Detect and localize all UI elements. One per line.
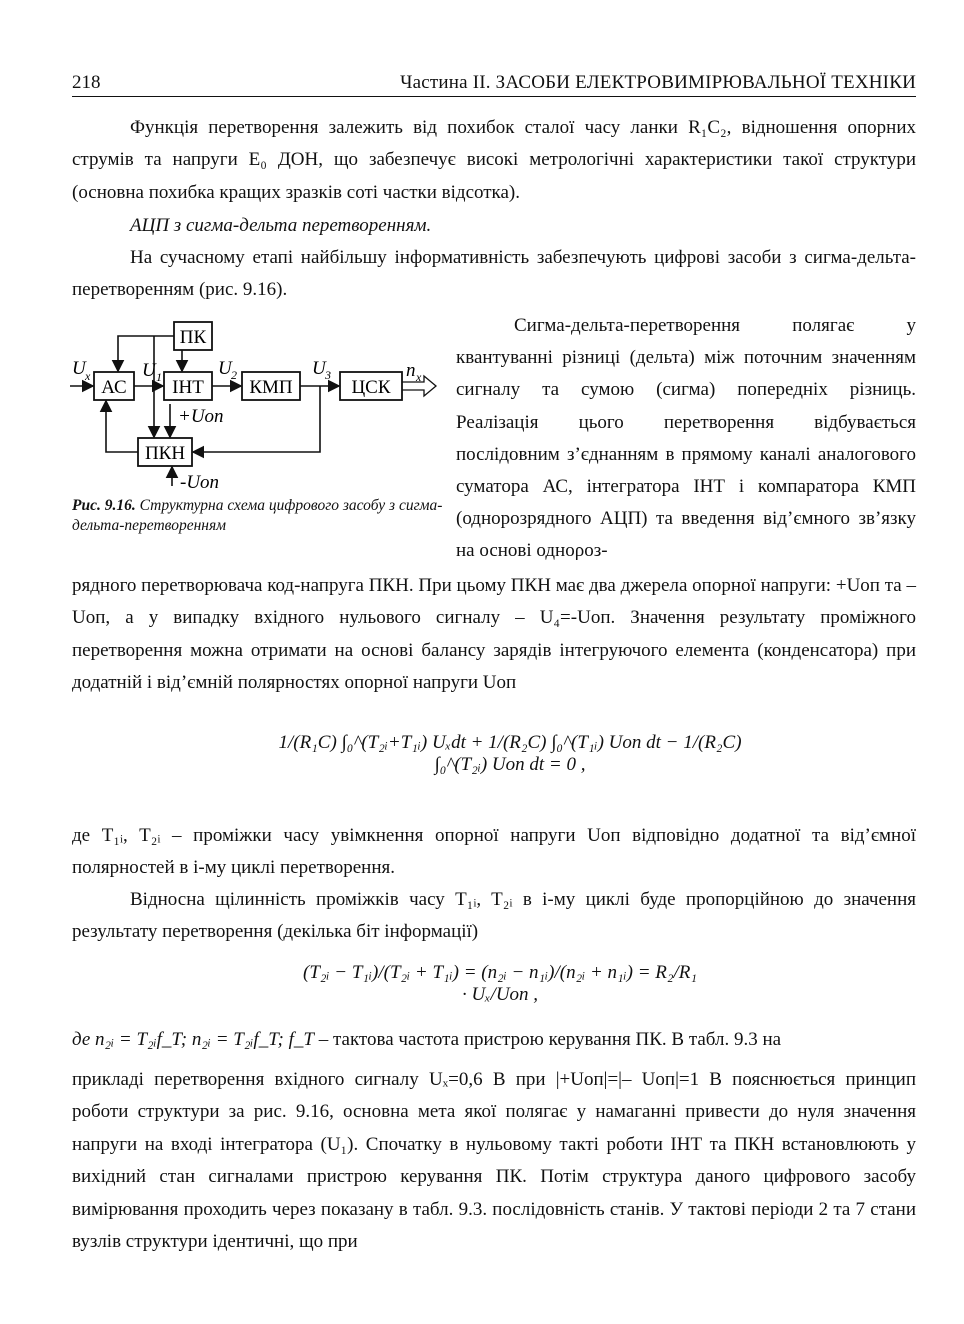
label-tsk: ЦСК [351, 377, 391, 398]
sig-x: x [85, 369, 91, 383]
figure-caption [72, 496, 452, 536]
label-as: АС [101, 377, 127, 398]
running-title: Частина II. ЗАСОБИ ЕЛЕКТРОВИМІРЮВАЛЬНОЇ ТЕХНІКИ [400, 72, 916, 93]
paragraph-3-right-column: Сигма-дельта-перетворення полягає у квантуванні різниці (дельта) між поточним значенням сигналу та сумою (сигма) попередніх різниць. Реалізація цього перетворення відбувається послідовним з’єднанням в прямому каналі аналогового суматора АС, інтегратора ІНТ і компаратора КМП (однорозрядного АЦП) та введення від’ємного зв’язку на основі одноροз- [456, 315, 916, 562]
paragraph-7: прикладі перетворення вхідного сигналу Uₓ=0,6 В при |+Uоп|=|– Uоп|=1 В пояснюється принцип роботи структури за рис. 9.16, основна мета якої полягає у намаганні привести до нуля значення напруги на вході інтегратора (U₁). Спочатку в нульовому такті роботи ІНТ та ПКН встановлюють у вихідний стан сигналами пристрою керування ПК. Потім структура даного цифрового засобу вимірювання проходить через показану в табл. 9.3. послідовність станів. У тактові періоди 2 та 7 стани вузлів структури ідентичні, що при [72, 1069, 916, 1253]
equation-2: (T₂ᵢ − T₁ᵢ)/(T₂ᵢ + T₁ᵢ) = (n₂ᵢ − n₁ᵢ)/(n₂ᵢ + n₁ᵢ) = R₂/R₁ · Uₓ/Uоп , [303, 962, 697, 1005]
paragraph-3-continuation: рядного перетворювача код-напруга ПКН. При цьому ПКН має два джерела опорної напруги: +Uоп та –Uоп, а у випадку вхідного нульового сигналу – U₄=-Uоп. Значення результату проміжного перетворення можна отримати на основі балансу зарядів інтегруючого елемента (конденсатора) при додатній і від’ємній полярностях опорної напруги Uоп [72, 575, 916, 694]
section-heading: АЦП з сигма-дельта перетворенням. [130, 215, 432, 236]
sig-n: n [406, 360, 416, 381]
label-kmp: КМП [249, 377, 293, 398]
page-number: 218 [72, 72, 101, 93]
sig-1: 1 [156, 370, 162, 384]
paragraph-5: Відносна щілинність проміжків часу T₁ᵢ, T₂ᵢ в i-му циклі буде пропорційною до значення результату перетворення (декілька біт інформації) [72, 889, 916, 943]
sig-minus-uop: -Uоп [180, 472, 220, 493]
sig-u: U [312, 358, 326, 379]
paragraph-6 [72, 1024, 916, 1056]
paragraph-4: де T₁ᵢ, T₂ᵢ – проміжки часу увімкнення опорної напруги Uоп відповідно додатної та від’ємної полярностей в i-му циклі перетворення. [72, 825, 916, 879]
block-diagram [66, 318, 446, 493]
running-header [72, 70, 916, 97]
label-pkn: ПКН [144, 443, 186, 464]
sig-3: 3 [325, 368, 331, 382]
sig-u: U [218, 358, 232, 379]
caption-label: Рис. 9.16. [72, 497, 136, 514]
sig-u: U [72, 358, 86, 379]
caption-text: Структурна схема цифрового засобу з сигма-дельта-перетворенням [72, 497, 443, 534]
paragraph-2: На сучасному етапі найбільшу інформативність забезпечують цифрові засоби з сигма-дельта-перетворенням (рис. 9.16). [72, 247, 916, 301]
sig-x: x [416, 370, 422, 384]
sig-u: U [142, 360, 156, 381]
label-pk: ПК [179, 327, 207, 348]
sig-plus-uop: +Uоп [178, 406, 224, 427]
sig-2: 2 [231, 368, 237, 382]
label-int: ІНТ [172, 377, 204, 398]
paragraph-6-lead: де n₂ᵢ = T₂ᵢf_T; n₂ᵢ = T₂ᵢf_T; f_T [72, 1029, 314, 1050]
equation-1: 1/(R₁C) ∫₀^(T₂ᵢ+T₁ᵢ) Uₓdt + 1/(R₂C) ∫₀^(T₁ᵢ) Uоп dt − 1/(R₂C) ∫₀^(T₂ᵢ) Uоп dt = 0 , [278, 732, 742, 775]
paragraph-1: Функція перетворення залежить від похибок сталої часу ланки R₁C₂, відношення опорних струмів та напруги E₀ ДОН, що забезпечує високі метрологічні характеристики такої структури (основна похибка кращих зразків соті частки відсотка). [72, 117, 916, 203]
paragraph-6-rest: – тактова частота пристрою керування ПК. В табл. 9.3 на [318, 1029, 782, 1050]
